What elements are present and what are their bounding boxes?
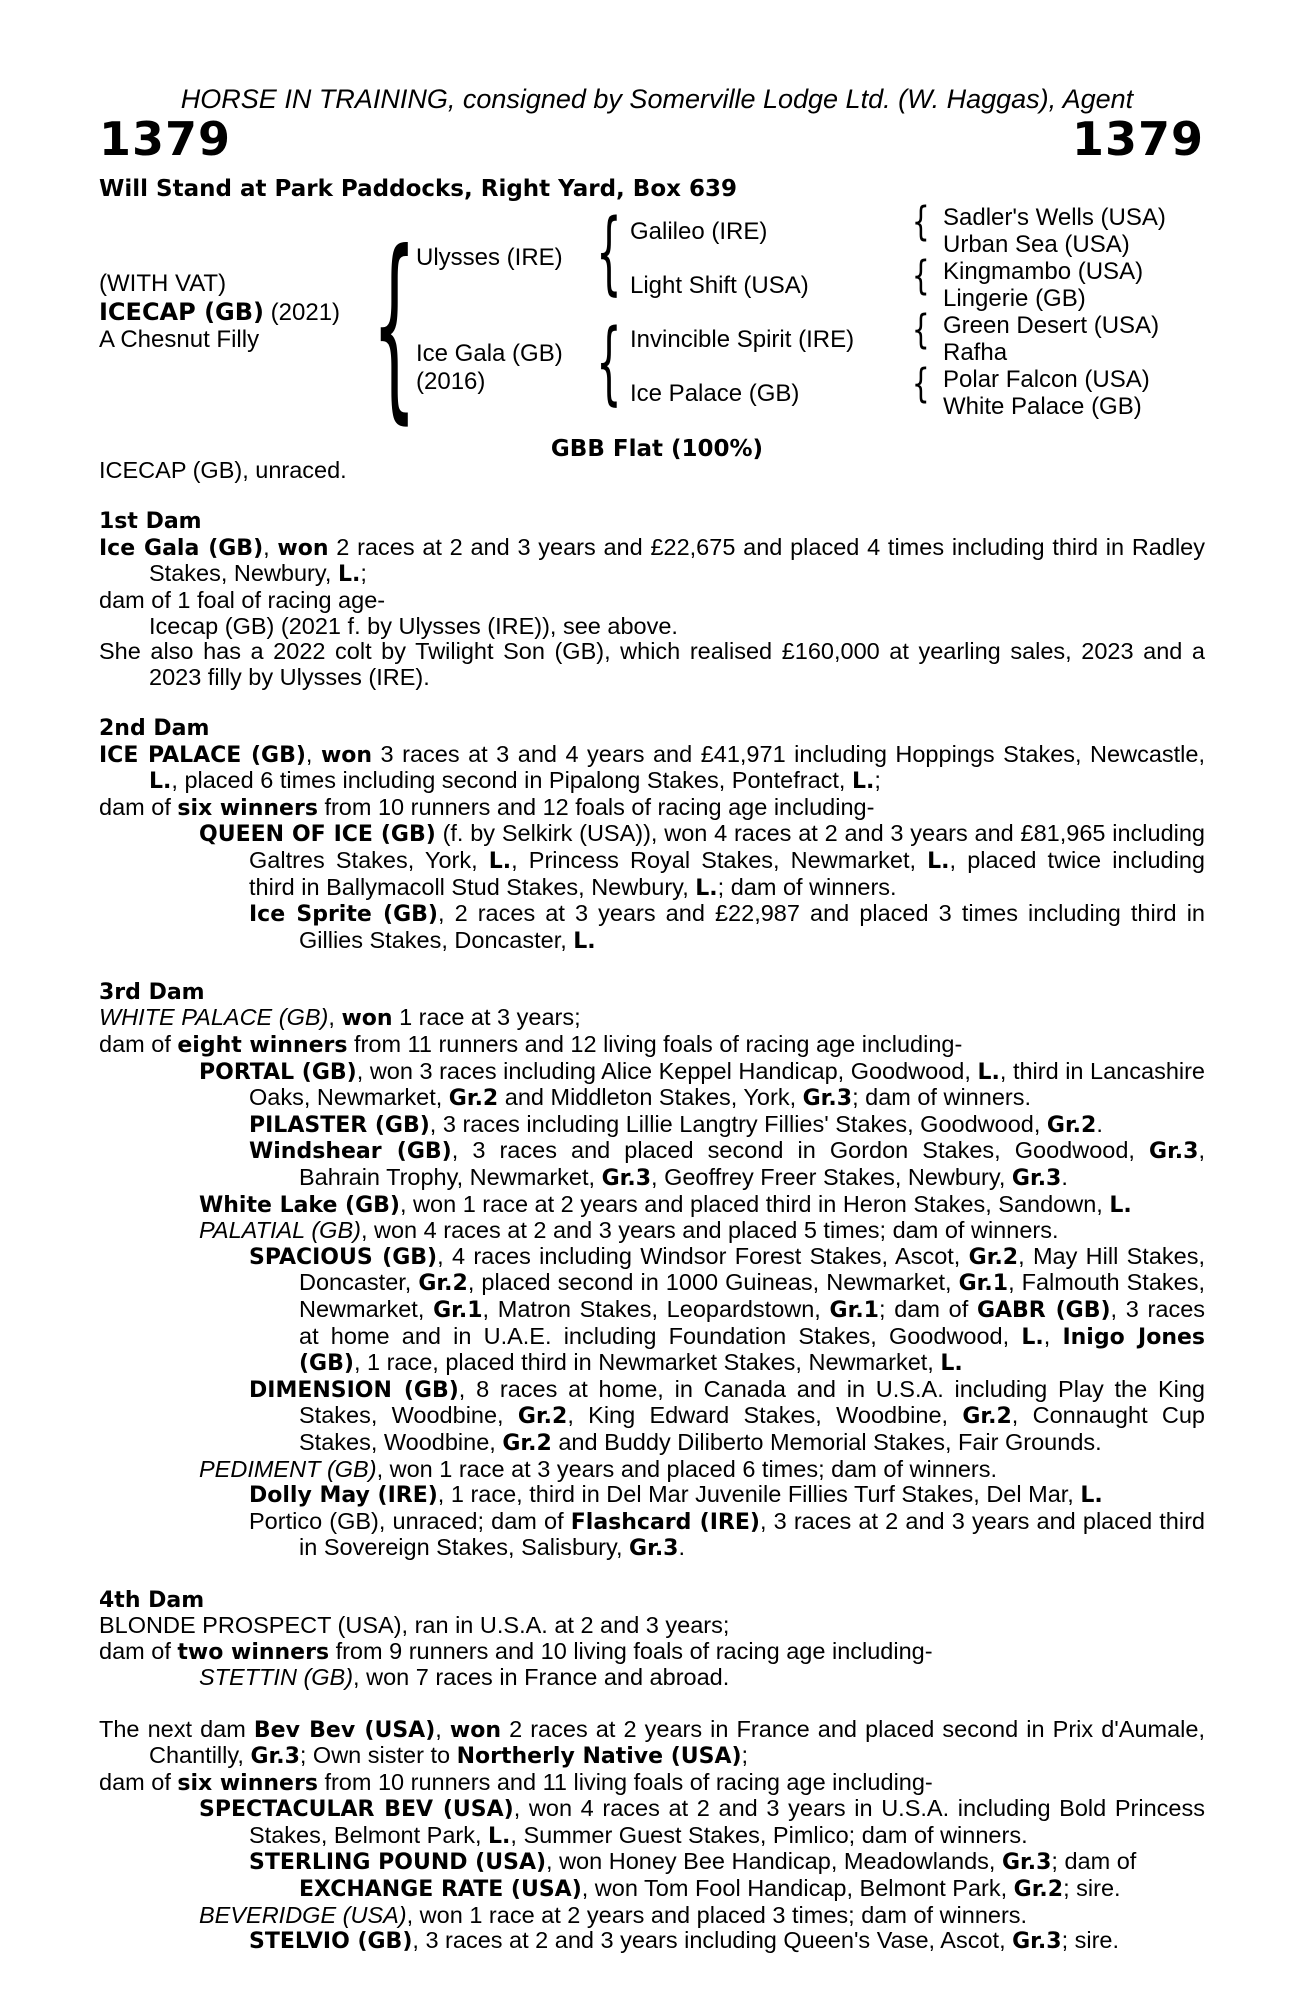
ancestor-1: Sadler's Wells (USA) xyxy=(943,204,1166,231)
produce-portal: PORTAL (GB), won 3 races including Alice Keppel Handicap, Goodwood, L., third in Lancashire Oaks, Newmarket, Gr.2 and Middleton Stakes, York, Gr.3; dam of winners. xyxy=(199,1057,1206,1112)
gbb-rating: GBB Flat (100%) xyxy=(550,436,764,462)
lot-number-right: 1379 xyxy=(1071,112,1204,166)
produce-beveridge: BEVERIDGE (USA), won 1 race at 2 years and placed 3 times; dam of winners. xyxy=(199,1901,1028,1928)
pedigree-brace-3a: { xyxy=(911,199,930,245)
second-dam-record: ICE PALACE (GB), won 3 races at 3 and 4 years and £41,971 including Hoppings Stakes, Newcastle, L., placed 6 times including second in Pipalong Stakes, Pontefract, L.; xyxy=(99,740,1205,795)
produce-spacious: SPACIOUS (GB), 4 races including Windsor Forest Stakes, Ascot, Gr.2, May Hill Stakes, Doncaster, Gr.2, placed second in 1000 Guineas, Newmarket, Gr.1, Falmouth Stakes, Newmarket, Gr.1, Matron Stakes, Leopardstown, Gr.1; dam of GABR (GB), 3 races at home and in U.A.E. including Foundation Stakes, Goodwood, L., Inigo Jones (GB), 1 race, placed third in Newmarket Stakes, Newmarket, L. xyxy=(249,1242,1206,1377)
horse-vat: (WITH VAT) xyxy=(99,270,227,297)
first-dam-record: Ice Gala (GB), won 2 races at 2 and 3 years and £22,675 and placed 4 times including third in Radley Stakes, Newbury, L.; xyxy=(99,533,1205,588)
dam: Ice Gala (GB) xyxy=(416,340,563,367)
third-dam-heading: 3rd Dam xyxy=(99,979,205,1005)
pedigree-brace-2b: { xyxy=(596,310,622,415)
next-dam-foals: dam of six winners from 10 runners and 11 living foals of racing age including- xyxy=(99,1768,933,1796)
horse-year: (2021) xyxy=(270,299,341,326)
horse-description: A Chesnut Filly xyxy=(99,326,260,353)
next-dam-record: The next dam Bev Bev (USA), won 2 races at 2 years in France and placed second in Prix d'Aumale, Chantilly, Gr.3; Own sister to Northerly Native (USA); xyxy=(99,1715,1205,1770)
produce-pediment: PEDIMENT (GB), won 1 race at 3 years and placed 6 times; dam of winners. xyxy=(199,1455,998,1482)
pedigree-brace-3c: { xyxy=(911,307,930,353)
dam-dam: Ice Palace (GB) xyxy=(630,380,800,407)
first-dam-heading: 1st Dam xyxy=(99,509,202,535)
produce-stelvio: STELVIO (GB), 3 races at 2 and 3 years including Queen's Vase, Ascot, Gr.3; sire. xyxy=(249,1927,1120,1955)
ancestor-8: White Palace (GB) xyxy=(943,393,1142,420)
ancestor-4: Lingerie (GB) xyxy=(943,285,1086,312)
stand-location: Will Stand at Park Paddocks, Right Yard, Box 639 xyxy=(99,176,737,202)
dam-year: (2016) xyxy=(416,368,486,395)
sire: Ulysses (IRE) xyxy=(416,244,563,271)
fourth-dam-record: BLONDE PROSPECT (USA), ran in U.S.A. at 2 and 3 years; xyxy=(99,1612,730,1639)
consignment-line: HORSE IN TRAINING, consigned by Somerville Lodge Ltd. (W. Haggas), Agent xyxy=(180,84,1134,114)
lot-number-left: 1379 xyxy=(99,112,232,166)
pedigree-brace-2a: { xyxy=(596,200,622,305)
produce-portico: Portico (GB), unraced; dam of Flashcard (IRE), 3 races at 2 and 3 years and placed third in Sovereign Stakes, Salisbury, Gr.3. xyxy=(249,1507,1205,1562)
race-record xyxy=(99,458,1205,1955)
third-dam-record: WHITE PALACE (GB), won 1 race at 3 years; xyxy=(99,1004,581,1032)
sire-sire: Galileo (IRE) xyxy=(630,218,768,245)
produce-white-lake: White Lake (GB), won 1 race at 2 years and placed third in Heron Stakes, Sandown, L. xyxy=(199,1190,1132,1218)
pedigree-brace-3b: { xyxy=(911,253,930,299)
fourth-dam-foals: dam of two winners from 9 runners and 10 living foals of racing age including- xyxy=(99,1637,933,1665)
dam-sire: Invincible Spirit (IRE) xyxy=(630,326,855,353)
intro-line: ICECAP (GB), unraced. xyxy=(99,457,347,483)
ancestor-3: Kingmambo (USA) xyxy=(943,258,1144,285)
produce-ice-sprite: Ice Sprite (GB), 2 races at 3 years and £22,987 and placed 3 times including third in Gillies Stakes, Doncaster, L. xyxy=(249,900,1205,954)
produce-dimension: DIMENSION (GB), 8 races at home, in Canada and in U.S.A. including Play the King Stakes, Woodbine, Gr.2, King Edward Stakes, Woodbine, Gr.2, Connaught Cup Stakes, Woodbine, Gr.2 and Buddy Diliberto Memorial Stakes, Fair Grounds. xyxy=(249,1375,1205,1456)
horse-name: ICECAP (GB) xyxy=(99,298,264,326)
fourth-dam-heading: 4th Dam xyxy=(99,1587,205,1613)
second-dam-heading: 2nd Dam xyxy=(99,715,210,741)
ancestor-5: Green Desert (USA) xyxy=(943,312,1160,339)
pedigree-brace-3d: { xyxy=(911,361,930,407)
produce-pilaster: PILASTER (GB), 3 races including Lillie Langtry Fillies' Stakes, Goodwood, Gr.2. xyxy=(249,1110,1103,1138)
ancestor-2: Urban Sea (USA) xyxy=(943,231,1130,258)
horse-name-line xyxy=(99,298,340,327)
produce-queen-of-ice: QUEEN OF ICE (GB) (f. by Selkirk (USA)), won 4 races at 2 and 3 years and £81,965 including Galtres Stakes, York, L., Princess Royal Stakes, Newmarket, L., placed twice including third in Ballymacoll Stud Stakes, Newbury, L.; dam of winners. xyxy=(199,820,1205,901)
produce-spectacular-bev: SPECTACULAR BEV (USA), won 4 races at 2 and 3 years in U.S.A. including Bold Princess Stakes, Belmont Park, L., Summer Guest Stakes, Pimlico; dam of winners. xyxy=(199,1795,1205,1849)
first-dam-foals: dam of 1 foal of racing age- xyxy=(99,586,386,613)
sire-dam: Light Shift (USA) xyxy=(630,272,809,299)
produce-exchange-rate: EXCHANGE RATE (USA), won Tom Fool Handicap, Belmont Park, Gr.2; sire. xyxy=(299,1875,1121,1903)
first-dam-also: She also has a 2022 colt by Twilight Son (GB), which realised £160,000 at yearling sales, 2023 and a 2023 filly by Ulysses (IRE). xyxy=(99,638,1205,690)
produce-dolly-may: Dolly May (IRE), 1 race, third in Del Mar Juvenile Fillies Turf Stakes, Del Mar, L. xyxy=(249,1481,1103,1509)
first-dam-produce: Icecap (GB) (2021 f. by Ulysses (IRE)), see above. xyxy=(149,612,678,639)
produce-palatial: PALATIAL (GB), won 4 races at 2 and 3 years and placed 5 times; dam of winners. xyxy=(199,1217,1059,1244)
produce-sterling-pound: STERLING POUND (USA), won Honey Bee Handicap, Meadowlands, Gr.3; dam of xyxy=(249,1848,1137,1876)
produce-windshear: Windshear (GB), 3 races and placed second in Gordon Stakes, Goodwood, Gr.3, Bahrain Trophy, Newmarket, Gr.3, Geoffrey Freer Stakes, Newbury, Gr.3. xyxy=(249,1137,1205,1192)
ancestor-7: Polar Falcon (USA) xyxy=(943,366,1150,393)
second-dam-foals: dam of six winners from 10 runners and 12 foals of racing age including- xyxy=(99,793,875,821)
pedigree-brace-1: { xyxy=(372,209,417,442)
ancestor-6: Rafha xyxy=(943,339,1008,366)
produce-stettin: STETTIN (GB), won 7 races in France and abroad. xyxy=(199,1664,730,1691)
third-dam-foals: dam of eight winners from 11 runners and 12 living foals of racing age including- xyxy=(99,1031,963,1059)
